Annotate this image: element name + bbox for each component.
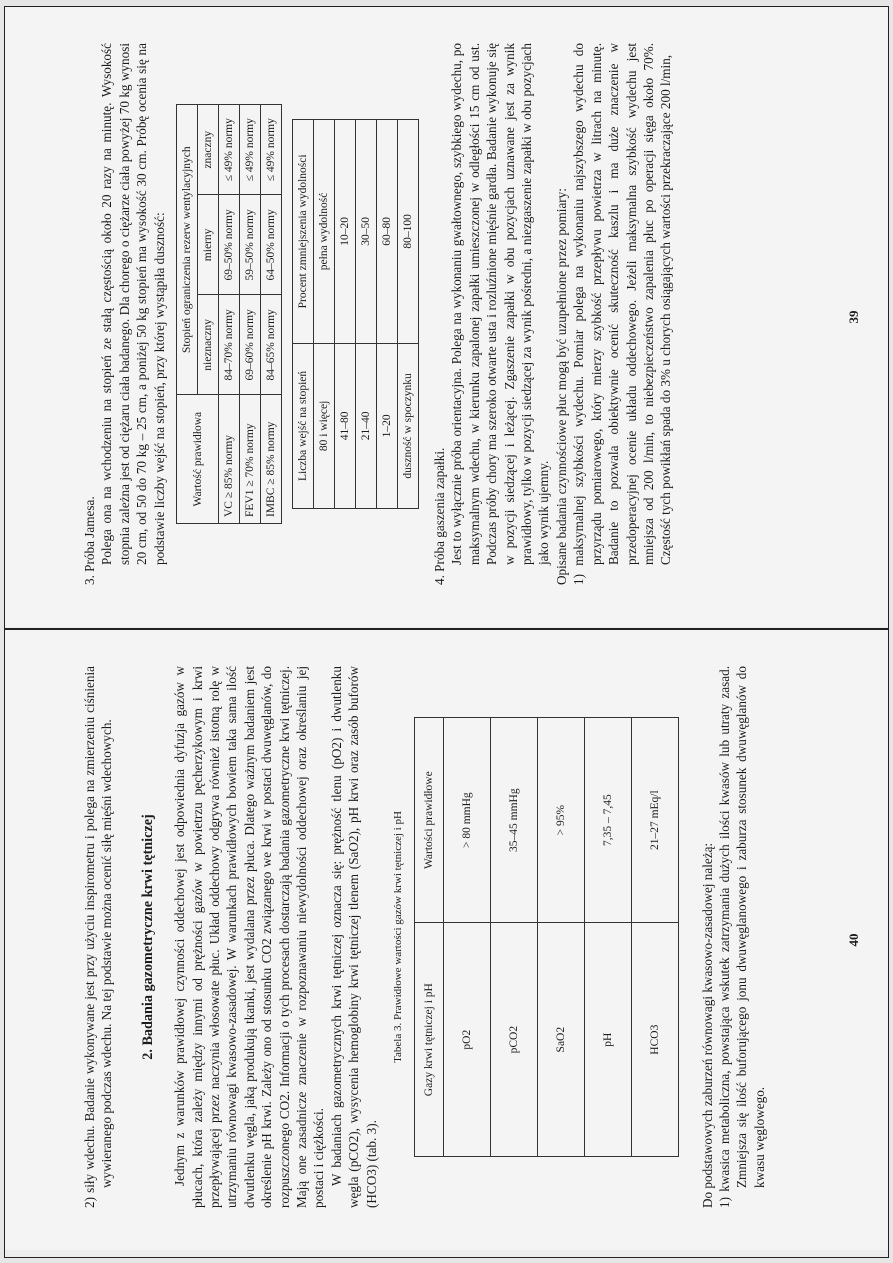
inspiratory-force-item: 2) siły wdechu. Badanie wykonywane jest przy użyciu inspirometru i polega na zmierzeniu ciśnienia wywieranego podczas wdechu. Na tej podstawie można ocenić siłę mięśni wdechowych. [82, 666, 115, 1208]
table-cell: IMBC ≥ 85% normy [261, 395, 282, 524]
table-cell: 7,35 – 7,45 [584, 718, 631, 923]
table-header-cell: znaczny [198, 105, 219, 195]
table-cell: 30–50 [356, 120, 377, 344]
page-number: 39 [845, 310, 861, 324]
table-row [537, 718, 584, 1157]
table-row [261, 105, 282, 524]
table-cell: SaO2 [537, 923, 584, 1157]
table-cell: 41–80 [335, 343, 356, 508]
table-cell: 69–60% normy [240, 295, 261, 395]
table-row [335, 120, 356, 509]
table-row [377, 120, 398, 509]
table-cell: FEV1 ≥ 70% normy [240, 395, 261, 524]
table-header-cell: Gazy krwi tętniczej i pH [414, 923, 443, 1157]
table-row [490, 718, 537, 1157]
table-cell: > 95% [537, 718, 584, 923]
page-number: 40 [845, 933, 861, 947]
table-cell: 80 i więcej [314, 343, 335, 508]
table-cell: HCO3 [631, 923, 678, 1157]
table-row [293, 120, 314, 509]
table-cell: 21–27 mEq/l [631, 718, 678, 923]
table-cell: > 80 mmHg [443, 718, 490, 923]
table-cell: 21–40 [356, 343, 377, 508]
table-row [240, 105, 261, 524]
table-row [356, 120, 377, 509]
table-row [443, 718, 490, 1157]
body-paragraph: Jednym z warunków prawidłowej czynności oddechowej jest odpowiednia dyfuzja gazów w płucach, która zależy między innymi od prężności gazów w powietrzu pęcherzykowym i krwi przepływającej przez naczynia włosowate płuc. Układ oddechowy odgrywa również istotną rolę w utrzymaniu równowagi kwasowo-zasadowej. W warunkach prawidłowych bowiem taka sama ilość dwutlenku węgla, jaką produkują tkanki, jest wydalana przez płuca. Dlatego ważnym badaniem jest określenie pH krwi. Zależy ono od stosunku CO2 związanego we krwi w postaci dwuwęglanów, do rozpuszczonego CO2. Informacji o tych procesach dostarczają badania gazometryczne krwi tętniczej. Mają one zasadnicze znaczenie w rozpoznawaniu niewydolności oddechowej oraz określaniu jej postaci i ciężkości. [172, 666, 327, 1208]
table-header-cell: Stopień ograniczenia rezerw wentylacyjnych [177, 105, 198, 395]
table-header-cell: Wartość prawidłowa [177, 395, 219, 524]
table-cell: 59–50% normy [240, 195, 261, 295]
table-row [177, 105, 198, 524]
jones-test-table [292, 119, 419, 509]
table-cell: 60–80 [377, 120, 398, 344]
table-cell: 80–100 [398, 120, 419, 344]
table-row [219, 105, 240, 524]
table-header-cell: Procent zmniejszenia wydolności [293, 120, 314, 344]
table-cell: ≤ 49% normy [261, 105, 282, 195]
ventilation-reserve-table [176, 104, 282, 524]
table-row [398, 120, 419, 509]
table-cell: 84–70% normy [219, 295, 240, 395]
table-header-cell: Liczba wejść na stopień [293, 343, 314, 508]
disorder-item: 1) kwasica metaboliczna, powstająca wskutek zatrzymania dużych ilości kwasów lub utraty zasad. Zmniejsza się ilość buforującego jonu dwuwęglanowego i zaburza stosunek dwuwęglanów do kwasu węglowego. [716, 666, 767, 1208]
table-cell: pH [584, 923, 631, 1157]
table-cell: pCO2 [490, 923, 537, 1157]
table-cell: pełna wydolność [314, 120, 335, 344]
table-cell: pO2 [443, 923, 490, 1157]
supplement-intro: Opisane badania czynnościowe płuc mogą być uzupełnione przez pomiary: [553, 188, 569, 585]
table-header-cell: mierny [198, 195, 219, 295]
page-40-content [5, 630, 888, 1250]
page-39-content [5, 7, 888, 627]
table-cell: 64–50% normy [261, 195, 282, 295]
table-cell: 69–50% normy [219, 195, 240, 295]
page-40 [5, 630, 888, 1250]
page-39 [5, 7, 888, 627]
table-header-cell: nieznaczny [198, 295, 219, 395]
match-test-title: 4. Próba gaszenia zapałki. [432, 447, 448, 585]
table-header-cell: Wartości prawidłowe [414, 718, 443, 923]
jones-test-text: Polega ona na wchodzeniu na stopień ze stałą częstością około 20 razy na minutę. Wysokość stopnia zależna jest od ciężaru ciała badanego. Dla chorego o ciężarze ciała powyżej 70 kg wynosi 20 cm, od 50 do 70 kg – 25 cm, a poniżej 50 kg stopień ma wysokość 30 cm. Próbę ocenia się na podstawie liczby wejść na stopień, przy której wystąpiła duszność: [99, 43, 167, 565]
blood-gas-table [414, 717, 679, 1157]
table-cell: 84–65% normy [261, 295, 282, 395]
section-heading: 2. Badania gazometryczne krwi tętniczej [139, 814, 156, 1060]
body-paragraph: W badaniach gazometrycznych krwi tętniczej oznacza się: prężność tlenu (pO2) i dwutlenku węgla (pCO2), wysycenia hemoglobiny krwi tętniczej tlenem (SaO2), pH krwi oraz zasób buforów (HCO3) (tab. 3). [328, 666, 379, 1208]
table-cell: ≤ 49% normy [240, 105, 261, 195]
table-cell: duszność w spoczynku [398, 343, 419, 508]
table-row [414, 718, 443, 1157]
table-row [584, 718, 631, 1157]
match-test-text: Jest to wyłącznie próba orientacyjna. Polega na wykonaniu gwałtownego, szybkiego wydechu, po maksymalnym wdechu, w kierunku zapalonej zapałki umieszczonej w odległości 15 cm od ust. Podczas próby chory ma szeroko otwarte usta i rozluźnione mięśnie gardła. Badanie wykonuje się w pozycji siedzącej i leżącej. Zgaszenie zapałki w obu pozycjach uznawane jest za wynik prawidłowy, tylko w pozycji siedzącej za wynik pośredni, a niezgaszenie zapałki w obu pozycjach jako wynik ujemny. [449, 43, 552, 565]
table-row [631, 718, 678, 1157]
disorders-intro: Do podstawowych zaburzeń równowagi kwasowo-zasadowej należą: [699, 842, 715, 1208]
jones-test-title: 3. Próba Jamesa. [82, 496, 97, 585]
table-caption: Tabela 3. Prawidłowe wartości gazów krwi tętniczej i pH [392, 811, 405, 1063]
table-cell: 1–20 [377, 343, 398, 508]
table-cell: 10–20 [335, 120, 356, 344]
peak-flow-item: 1) maksymalnej szybkości wydechu. Pomiar polega na wykonaniu najszybszego wydechu do przyrządu pomiarowego, który mierzy szybkość przepływu powietrza w litrach na minutę. Badanie to pozwala obiektywnie ocenić skuteczność kaszlu i ma duże znaczenie w przedoperacyjnej ocenie układu oddechowego. Jeżeli maksymalna szybkość wydechu jest mniejsza od 200 l/min, to niebezpieczeństwo zapalenia płuc po operacji sięga około 70%. Częstość tych powikłań spada do 3% u chorych osiągających wartości przekraczające 200 l/min, [571, 43, 674, 585]
table-cell: 35–45 mmHg [490, 718, 537, 923]
table-cell: ≤ 49% normy [219, 105, 240, 195]
table-row [314, 120, 335, 509]
table-cell: VC ≥ 85% normy [219, 395, 240, 524]
